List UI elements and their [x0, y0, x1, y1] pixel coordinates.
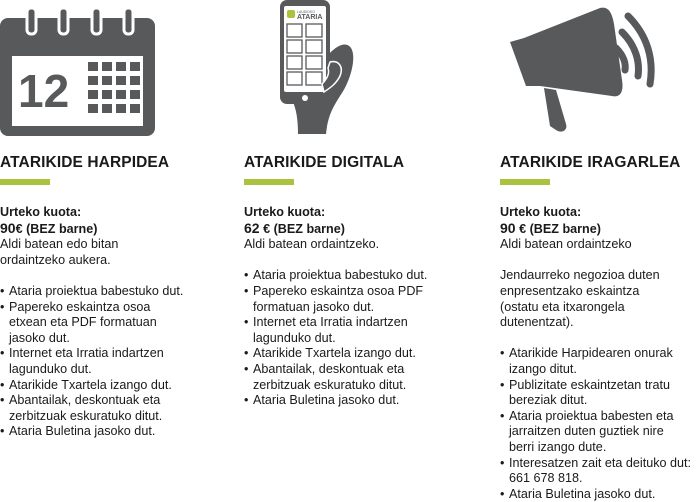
benefits-list — [244, 268, 474, 408]
benefit-text: Internet eta Irratia indartzen — [9, 346, 164, 361]
accent-bar — [0, 179, 50, 185]
payment-description — [0, 237, 220, 268]
benefit-item — [0, 393, 220, 424]
quota-label: Urteko kuota: — [0, 205, 82, 219]
benefit-text: Ataria proiektua babestuko dut. — [253, 268, 428, 283]
brand-small-text: LAUDIOKO — [297, 10, 316, 14]
benefit-item — [0, 284, 220, 300]
benefit-item — [0, 378, 220, 394]
price-vat: € (BEZ barne) — [15, 221, 98, 236]
benefit-text: jarraitzen duten guztiek nire — [509, 424, 664, 439]
benefit-text: lagunduko dut. — [9, 361, 92, 376]
benefit-item — [244, 362, 474, 393]
benefit-text: etxean eta PDF formatuan — [9, 315, 157, 330]
payment-description — [500, 237, 700, 253]
benefit-item — [244, 315, 474, 346]
calendar-day-number: 12 — [18, 65, 70, 117]
benefit-text: Abantailak, deskontuak eta — [253, 361, 405, 376]
accent-bar — [500, 179, 550, 185]
benefit-text: zerbitzuak eskuratuko ditut. — [9, 408, 163, 423]
description-line: Aldi batean ordaintzeko. — [244, 237, 380, 252]
benefit-item — [244, 346, 474, 362]
column-body — [0, 205, 220, 440]
column-body — [500, 205, 700, 502]
payment-description — [244, 237, 474, 253]
column-title: ATARIKIDE IRAGARLEA — [500, 154, 681, 171]
benefit-text: Papereko eskaintza osoa — [9, 299, 151, 314]
benefit-item — [500, 456, 700, 487]
benefit-item — [0, 424, 220, 440]
benefit-item — [0, 300, 220, 347]
benefit-text: bereziak ditut. — [509, 393, 588, 408]
benefit-item — [244, 284, 474, 315]
price-vat: € (BEZ barne) — [515, 221, 601, 236]
intro-line: dutenentzat). — [500, 315, 574, 330]
price-vat: € (BEZ barne) — [259, 221, 345, 236]
benefits-list — [500, 346, 700, 502]
benefit-text: Ataria Buletina jasoko dut. — [253, 393, 400, 408]
benefit-text: zerbitzuak eskuratuko ditut. — [253, 377, 407, 392]
price — [244, 221, 474, 238]
price-value: 90 — [0, 219, 16, 236]
description-line: Aldi batean edo bitan — [0, 237, 119, 252]
smartphone-hand-icon — [278, 0, 362, 135]
intro-line: (ostatu eta itxarongela — [500, 299, 625, 314]
price — [500, 221, 700, 238]
calendar-icon — [0, 8, 156, 138]
price-value: 90 — [500, 219, 516, 236]
benefit-text: Ataria proiektua babestuko dut. — [9, 283, 184, 298]
megaphone-icon — [504, 2, 664, 134]
benefit-text: jasoko dut. — [9, 330, 70, 345]
brand-logo-text: ATARIA — [297, 14, 323, 21]
benefit-item — [500, 409, 700, 456]
description-line: ordaintzeko aukera. — [0, 252, 111, 267]
business-offer-intro — [500, 268, 700, 330]
benefit-text: Ataria proiektua babesten eta — [509, 408, 674, 423]
benefit-text: Atarikide Txartela izango dut. — [253, 346, 416, 361]
column-title: ATARIKIDE HARPIDEA — [0, 154, 170, 171]
benefit-item — [244, 393, 474, 409]
description-line: Aldi batean ordaintzeko — [500, 237, 632, 252]
accent-bar — [244, 179, 294, 185]
benefit-text: Internet eta Irratia indartzen — [253, 315, 408, 330]
benefit-item — [500, 346, 700, 377]
benefit-text: Atarikide Harpidearen onurak — [509, 346, 673, 361]
price-value: 62 — [244, 219, 260, 236]
benefit-text: lagunduko dut. — [253, 330, 336, 345]
benefit-text: berri izango dute. — [509, 439, 607, 454]
benefit-text: Ataria Buletina jasoko dut. — [509, 486, 656, 501]
benefit-item — [500, 378, 700, 409]
benefit-text: Papereko eskaintza osoa PDF — [253, 283, 424, 298]
benefit-item — [0, 346, 220, 377]
column-body — [244, 205, 474, 409]
intro-line: Jendaurreko negozioa duten — [500, 268, 660, 283]
benefits-list — [0, 284, 220, 440]
benefit-text: 661 678 818. — [509, 471, 583, 486]
benefit-text: Interesatzen zait eta deituko dut: — [509, 455, 692, 470]
benefit-item — [500, 487, 700, 502]
benefit-text: Publizitate eskaintzetan tratu — [509, 377, 671, 392]
intro-line: enpresentzako eskaintza — [500, 283, 640, 298]
quota-label: Urteko kuota: — [500, 205, 582, 219]
benefit-text: Atarikide Txartela izango dut. — [9, 377, 172, 392]
benefit-text: Ataria Buletina jasoko dut. — [9, 424, 156, 439]
column-title: ATARIKIDE DIGITALA — [244, 154, 405, 171]
price — [0, 221, 220, 238]
quota-label: Urteko kuota: — [244, 205, 326, 219]
benefit-text: formatuan jasoko dut. — [253, 299, 375, 314]
benefit-text: Abantailak, deskontuak eta — [9, 393, 161, 408]
benefit-item — [244, 268, 474, 284]
benefit-text: izango ditut. — [509, 361, 577, 376]
